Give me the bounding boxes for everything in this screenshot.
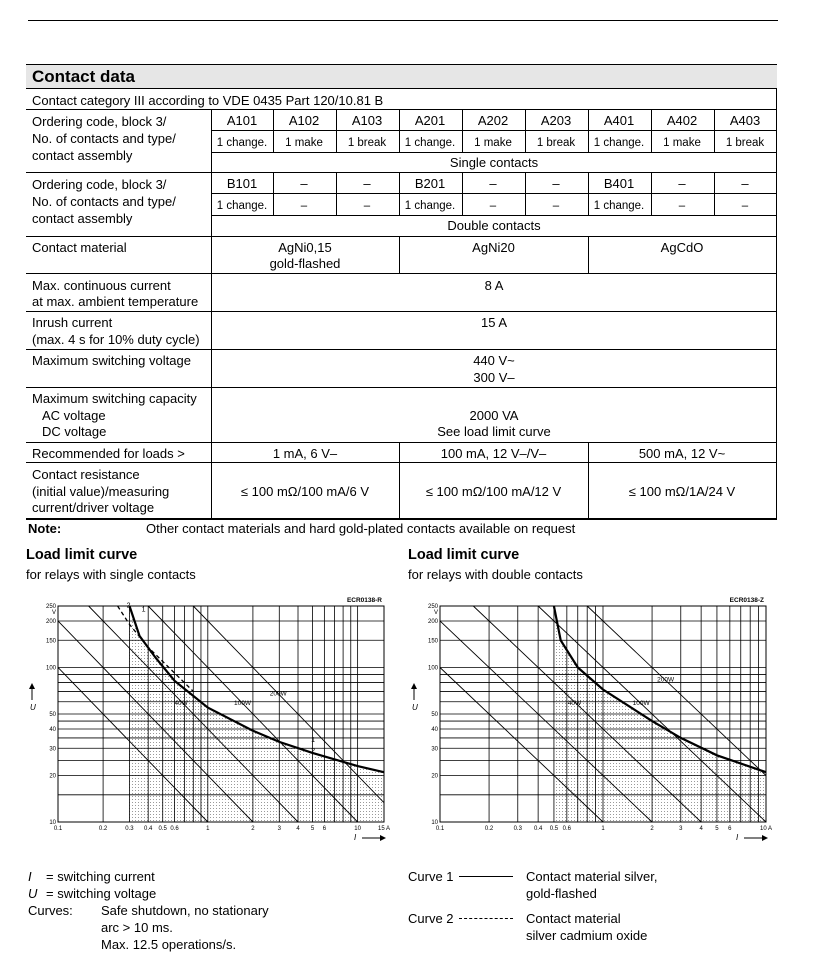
x-tick-label: 0.1 [435,826,445,832]
load-limit-chart-single [24,592,400,846]
capacity-dc-value: See load limit curve [437,424,551,439]
ordering2-code-4: B201 [414,176,446,191]
power-label-40w: 40W [174,699,188,707]
ordering1-type-6: 1 break [536,137,576,149]
x-tick-label: 0.5 [158,826,167,832]
ordering1-code-5: A202 [477,113,509,128]
curve1-text-2: gold-flashed [526,886,597,901]
top-rule [28,20,778,21]
section-title: Contact data [32,67,135,86]
ordering2-code-3: – [363,176,371,191]
x-tick-label: 0.5 [549,826,559,832]
section-header [26,64,777,89]
note-text: Other contact materials and hard gold-plated contacts available on request [146,521,576,536]
curve-left-title: Load limit curve [26,547,138,563]
power-label-200w: 200W [657,676,675,684]
resistance-label-2: (initial value)/measuring [32,484,170,499]
y-tick-label: 40 [49,726,56,733]
ordering1-type-2: 1 make [285,137,323,149]
y-axis-arrowhead [29,683,35,689]
ordering2-type-7: 1 change. [593,200,645,212]
y-tick-label: 100 [45,665,56,672]
ordering1-label-3: contact assembly [32,148,133,163]
x-tick-label: 5 [715,826,719,832]
ordering1-type-1: 1 change. [216,137,268,149]
ordering2-code-7: B401 [603,176,635,191]
y-tick-label: 200 [45,618,56,625]
legend-i-text: = switching current [46,869,155,884]
curve1-text-1: Contact material silver, [526,869,658,884]
recommended-1: 1 mA, 6 V– [272,446,338,461]
ordering1-code-2: A102 [288,113,320,128]
ordering1-type-9: 1 break [725,137,765,149]
x-tick-label: 6 [322,826,327,832]
x-tick-label: 0.6 [562,826,572,832]
ordering2-code-8: – [678,176,686,191]
capacity-ac-value: 2000 VA [469,408,519,423]
curve-annotation-1: 1 [141,606,146,614]
ordering1-label-1: Ordering code, block 3/ [32,114,167,129]
y-tick-label: 50 [431,712,438,718]
resistance-1: ≤ 100 mΩ/100 mA/6 V [240,484,370,499]
x-axis-arrowhead [762,835,768,841]
ordering1-code-7: A401 [603,113,635,128]
x-tick-label: 1 [601,826,605,832]
legend-u-symbol: U [28,886,38,901]
y-axis-arrowhead [411,683,417,689]
x-tick-label: 6 [728,826,732,832]
chart-code: ECR0138-R [346,597,382,604]
y-axis-label: U [30,703,36,712]
y-tick-label: 20 [431,773,438,780]
capacity-dc-label: DC voltage [42,424,107,439]
ordering2-type-4: 1 change. [404,200,456,212]
x-tick-label: 3 [679,826,683,832]
x-tick-label: 0.3 [513,826,522,832]
y-tick-label: 250 [427,604,438,610]
ordering2-type-8: – [678,200,686,212]
ordering1-code-4: A201 [414,113,446,128]
y-tick-label: 20 [49,773,56,780]
contact-category: Contact category III according to VDE 0435 Part 120/10.81 B [32,93,384,108]
y-tick-label: 100 [427,665,438,672]
resistance-2: ≤ 100 mΩ/100 mA/12 V [425,484,562,499]
y-axis-label: U [412,703,418,712]
material-agni20: AgNi20 [472,240,515,255]
ordering1-code-6: A203 [540,113,572,128]
resistance-label-1: Contact resistance [32,467,140,482]
chart-code: ECR0138-Z [729,597,764,604]
max-current-label-2: at max. ambient temperature [32,294,199,309]
x-tick-label: 10 A [759,826,773,832]
x-tick-label: 0.6 [170,826,179,832]
max-voltage-label: Maximum switching voltage [32,353,191,368]
resistance-label-3: current/driver voltage [32,500,155,515]
ordering1-type-3: 1 break [347,137,387,149]
y-tick-label: 50 [49,712,56,718]
ordering2-type-2: – [300,200,308,212]
capacity-label: Maximum switching capacity [32,391,197,406]
ordering2-label-3: contact assembly [32,211,133,226]
x-tick-label: 0.3 [125,826,134,832]
y-tick-label: 10 [49,820,56,826]
ordering1-type-4: 1 change. [404,137,456,149]
power-label-200w: 200W [269,690,287,698]
double-contacts-label: Double contacts [447,218,541,233]
y-unit-label: V [51,610,56,616]
inrush-label-1: Inrush current [32,315,113,330]
curve-annotation-3: 1 [311,736,316,744]
load-limit-chart-double [406,592,782,846]
inrush-label-2: (max. 4 s for 10% duty cycle) [32,332,200,347]
inrush-value: 15 A [480,315,508,330]
curve2-text-2: silver cadmium oxide [526,928,648,943]
ordering1-code-1: A101 [226,113,258,128]
note-label: Note: [28,521,62,536]
legend-u-text: = switching voltage [46,886,157,901]
material-agni015: AgNi0,15 [278,240,332,255]
y-unit-label: V [433,610,438,616]
capacity-ac-label: AC voltage [42,408,106,423]
power-label-100w: 100W [234,699,252,707]
y-tick-label: 250 [45,604,56,610]
x-tick-label: 4 [296,826,300,832]
max-voltage-ac: 440 V~ [473,353,515,368]
x-tick-label: 0.4 [533,826,543,832]
max-voltage-dc: 300 V– [473,370,515,385]
x-tick-label: 0.4 [144,826,153,832]
curve2-text-1: Contact material [526,911,621,926]
ordering2-code-2: – [300,176,308,191]
max-current-value: 8 A [484,278,504,293]
curve-annotation-4: 2 [311,747,316,755]
x-tick-label: 15 A [377,826,391,832]
y-tick-label: 150 [45,638,56,645]
legend-i-symbol: I [28,869,32,884]
curve1-label: Curve 1 [408,869,454,884]
y-tick-label: 10 [431,820,438,826]
legend-curves-line-1: Safe shutdown, no stationary [101,903,269,918]
curve-right-title: Load limit curve [408,547,520,563]
x-axis-arrowhead [380,835,386,841]
curve1-solid-line [459,876,513,877]
curve-right-subtitle: for relays with double contacts [408,567,583,582]
x-tick-label: 2 [650,826,654,832]
x-tick-label: 0.2 [484,826,494,832]
x-axis-label: I [736,833,739,842]
x-tick-label: 5 [310,826,315,832]
ordering2-type-5: – [489,200,497,212]
ordering2-type-3: – [363,200,371,212]
recommended-label: Recommended for loads > [32,446,185,461]
ordering1-label-2: No. of contacts and type/ [32,131,176,146]
x-tick-label: 0.2 [98,826,108,832]
x-tick-label: 10 [354,826,361,832]
x-axis-label: I [354,833,357,842]
recommended-3: 500 mA, 12 V~ [638,446,726,461]
ordering1-code-3: A103 [351,113,383,128]
max-current-label-1: Max. continuous current [32,278,171,293]
ordering2-type-6: – [552,200,560,212]
ordering2-code-9: – [741,176,749,191]
x-tick-label: 4 [699,826,703,832]
x-tick-label: 0.1 [53,826,63,832]
x-tick-label: 2 [251,826,255,832]
single-contacts-label: Single contacts [449,155,539,170]
y-tick-label: 30 [49,746,56,753]
ordering1-type-7: 1 change. [593,137,645,149]
ordering2-type-1: 1 change. [216,200,268,212]
power-label-40w: 40W [567,699,582,707]
curve2-dashed-line [459,918,513,919]
y-tick-label: 40 [431,726,438,733]
ordering1-type-5: 1 make [474,137,512,149]
curve2-label: Curve 2 [408,911,454,926]
power-label-100w: 100W [632,699,650,707]
ordering2-code-5: – [489,176,497,191]
ordering1-code-9: A403 [729,113,761,128]
material-label: Contact material [32,240,127,255]
curve-left-subtitle: for relays with single contacts [26,567,196,582]
ordering2-code-6: – [552,176,560,191]
legend-curves-line-2: arc > 10 ms. [101,920,173,935]
legend-curves-line-3: Max. 12.5 operations/s. [101,937,237,952]
y-tick-label: 200 [427,618,438,625]
ordering2-label-2: No. of contacts and type/ [32,194,176,209]
y-tick-label: 30 [431,746,438,753]
ordering2-label-1: Ordering code, block 3/ [32,177,167,192]
material-agcdo: AgCdO [660,240,704,255]
recommended-2: 100 mA, 12 V–/V– [440,446,547,461]
ordering2-type-9: – [741,200,749,212]
ordering2-code-1: B101 [226,176,258,191]
legend-curves-label: Curves: [28,903,73,918]
resistance-3: ≤ 100 mΩ/1A/24 V [628,484,736,499]
x-tick-label: 3 [277,826,281,832]
material-gold-flashed: gold-flashed [269,256,341,271]
curve-annotation-2: 2 [126,602,131,610]
ordering1-code-8: A402 [666,113,698,128]
y-tick-label: 150 [427,638,438,645]
x-tick-label: 1 [206,826,210,832]
ordering1-type-8: 1 make [663,137,701,149]
